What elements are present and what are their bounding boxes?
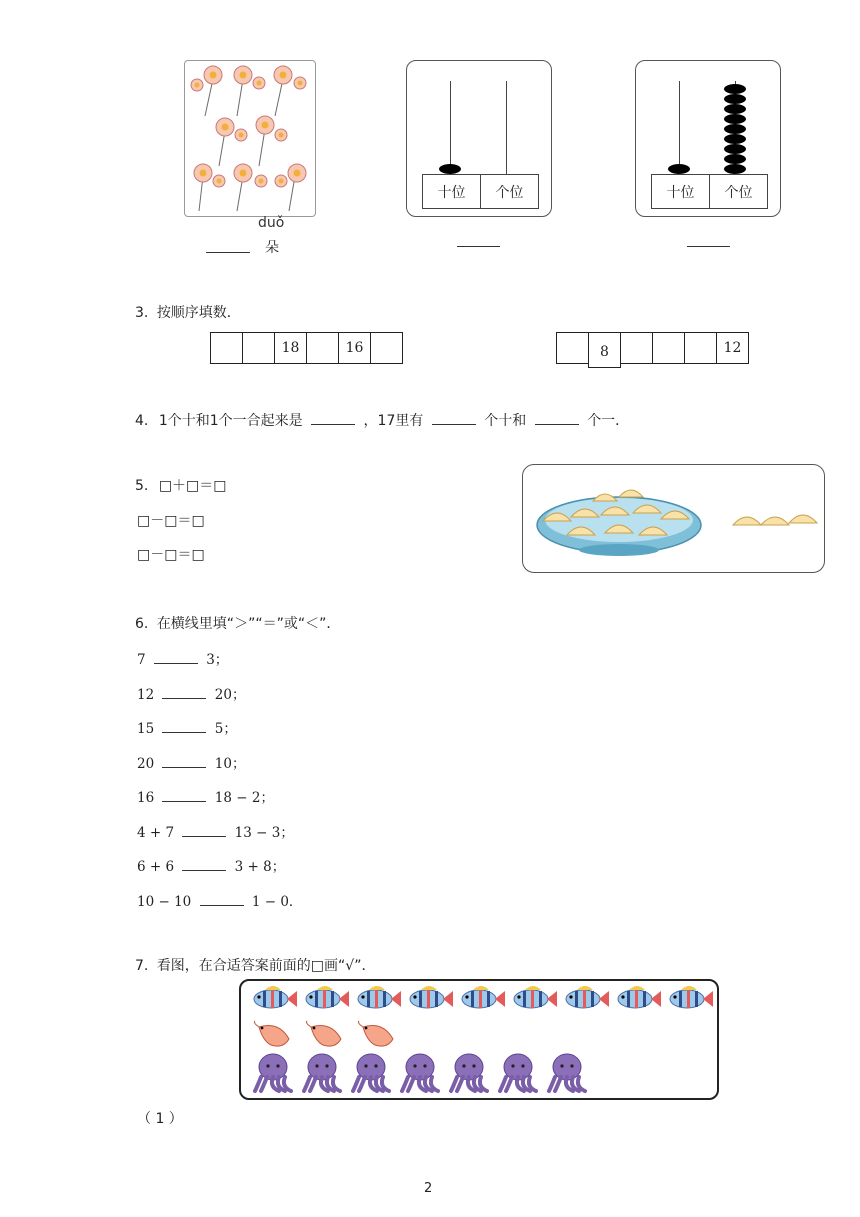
flowers-unit: 朵 [265, 240, 279, 256]
tens-rod [450, 81, 451, 174]
question-5-line-1 [135, 475, 227, 495]
compare-right: 18 − 2； [214, 790, 274, 806]
compare-right: 1 − 0． [251, 894, 303, 910]
compare-right: 3； [206, 652, 229, 668]
question-text: 在横线里填“＞”“＝”或“＜”． [156, 616, 341, 632]
compare-blank[interactable] [182, 858, 226, 871]
sequence-cell[interactable] [242, 332, 275, 364]
compare-right: 3 + 8； [234, 859, 286, 875]
tens-label: 十位 [651, 174, 710, 209]
octopus-icon [402, 1054, 438, 1091]
question-6-title [135, 613, 340, 633]
sequence-cell[interactable] [620, 332, 653, 364]
abacus-1 [406, 60, 552, 217]
fish-icon [462, 986, 505, 1008]
question-7-title [135, 955, 375, 975]
tens-rod [679, 81, 680, 174]
equation-3[interactable]: □－□＝□ [137, 547, 205, 563]
shrimp-icon [255, 1021, 290, 1046]
compare-row [137, 786, 274, 806]
question-number: 3. [135, 305, 149, 321]
q4-blank-1[interactable] [311, 410, 355, 425]
fish-icon [306, 986, 349, 1008]
compare-left: 12 [137, 687, 155, 703]
sequence-cell: 8 [588, 332, 621, 368]
compare-blank[interactable] [162, 755, 206, 768]
ones-bead [724, 84, 746, 94]
q4-part2: ，17里有 [363, 413, 424, 429]
compare-blank[interactable] [162, 686, 206, 699]
q4-blank-3[interactable] [535, 410, 579, 425]
page-number: 2 [424, 1181, 433, 1196]
fish-icon [618, 986, 661, 1008]
animals-picture [239, 979, 719, 1100]
compare-row [137, 717, 237, 737]
sequence-2 [556, 332, 749, 368]
compare-blank[interactable] [200, 893, 244, 906]
fish-icon [410, 986, 453, 1008]
shrimp-icon [307, 1021, 342, 1046]
ones-bead [724, 154, 746, 164]
compare-blank[interactable] [162, 720, 206, 733]
tens-label: 十位 [422, 174, 481, 209]
fish-icon [566, 986, 609, 1008]
sequence-cell[interactable] [210, 332, 243, 364]
compare-right: 20； [214, 687, 246, 703]
compare-row [137, 752, 245, 772]
ones-bead [724, 94, 746, 104]
compare-left: 4 + 7 [137, 825, 175, 841]
question-number: 4. [135, 413, 149, 429]
compare-left: 15 [137, 721, 155, 737]
question-number: 7. [135, 958, 149, 974]
ones-bead [724, 134, 746, 144]
compare-row [137, 855, 285, 875]
compare-row [137, 648, 228, 668]
sequence-cell[interactable] [556, 332, 589, 364]
fish-icon [514, 986, 557, 1008]
compare-left: 16 [137, 790, 155, 806]
ones-label: 个位 [709, 174, 768, 209]
compare-blank[interactable] [182, 824, 226, 837]
sequence-cell: 12 [716, 332, 749, 364]
place-value-table [422, 174, 539, 209]
fish-icon [670, 986, 713, 1008]
octopus-icon [255, 1054, 291, 1091]
place-value-table [651, 174, 768, 209]
compare-right: 10； [214, 756, 246, 772]
question-number: 5. [135, 478, 149, 494]
question-3-title [135, 302, 241, 322]
sequence-cell[interactable] [684, 332, 717, 364]
shrimp-icon [359, 1021, 394, 1046]
ones-bead [724, 164, 746, 174]
ones-bead [724, 124, 746, 134]
flowers-answer-blank[interactable] [206, 236, 250, 253]
abacus-2 [635, 60, 781, 217]
octopus-icon [304, 1054, 340, 1091]
ones-bead [724, 114, 746, 124]
compare-right: 13 − 3； [234, 825, 294, 841]
abacus-2-answer-blank[interactable] [687, 232, 730, 247]
question-number: 6. [135, 616, 149, 632]
ones-bead [724, 104, 746, 114]
q4-part1: 1个十和1个一合起来是 [158, 413, 303, 429]
tens-bead [439, 164, 461, 174]
compare-blank[interactable] [154, 651, 198, 664]
sequence-cell: 16 [338, 332, 371, 364]
octopus-icon [451, 1054, 487, 1091]
fish-icon [254, 986, 297, 1008]
compare-left: 6 + 6 [137, 859, 175, 875]
compare-blank[interactable] [162, 789, 206, 802]
q4-blank-2[interactable] [432, 410, 476, 425]
equation-2[interactable]: □－□＝□ [137, 513, 205, 529]
compare-left: 20 [137, 756, 155, 772]
ones-label: 个位 [480, 174, 539, 209]
compare-row [137, 683, 245, 703]
octopus-icon [500, 1054, 536, 1091]
sequence-1 [210, 332, 403, 364]
sequence-cell[interactable] [652, 332, 685, 364]
compare-left: 10 − 10 [137, 894, 192, 910]
fish-icon [358, 986, 401, 1008]
octopus-icon [549, 1054, 585, 1091]
compare-row [137, 821, 294, 841]
ones-rod [506, 81, 507, 174]
ones-bead [724, 144, 746, 154]
flowers-illustration [185, 61, 315, 216]
sequence-cell[interactable] [370, 332, 403, 364]
q4-part4: 个一． [587, 413, 630, 429]
equation-1[interactable]: □＋□＝□ [158, 478, 227, 494]
question-text: 按顺序填数． [156, 305, 241, 321]
animals-illustration [241, 981, 717, 1098]
sequence-cell: 18 [274, 332, 307, 364]
compare-left: 7 [137, 652, 146, 668]
compare-row [137, 890, 302, 910]
q4-part3: 个十和 [484, 413, 527, 429]
octopus-icon [353, 1054, 389, 1091]
question-4 [135, 410, 629, 430]
dumplings-illustration [523, 465, 824, 572]
tens-bead [668, 164, 690, 174]
flowers-picture [184, 60, 316, 217]
abacus-1-answer-blank[interactable] [457, 232, 500, 247]
sequence-cell[interactable] [306, 332, 339, 364]
question-text: 看图，在合适答案前面的□画“√”． [156, 958, 376, 974]
flowers-pinyin: duǒ [258, 215, 285, 231]
compare-right: 5； [214, 721, 237, 737]
dumplings-picture [522, 464, 825, 573]
sub-question-1: （ 1 ） [137, 1111, 183, 1127]
